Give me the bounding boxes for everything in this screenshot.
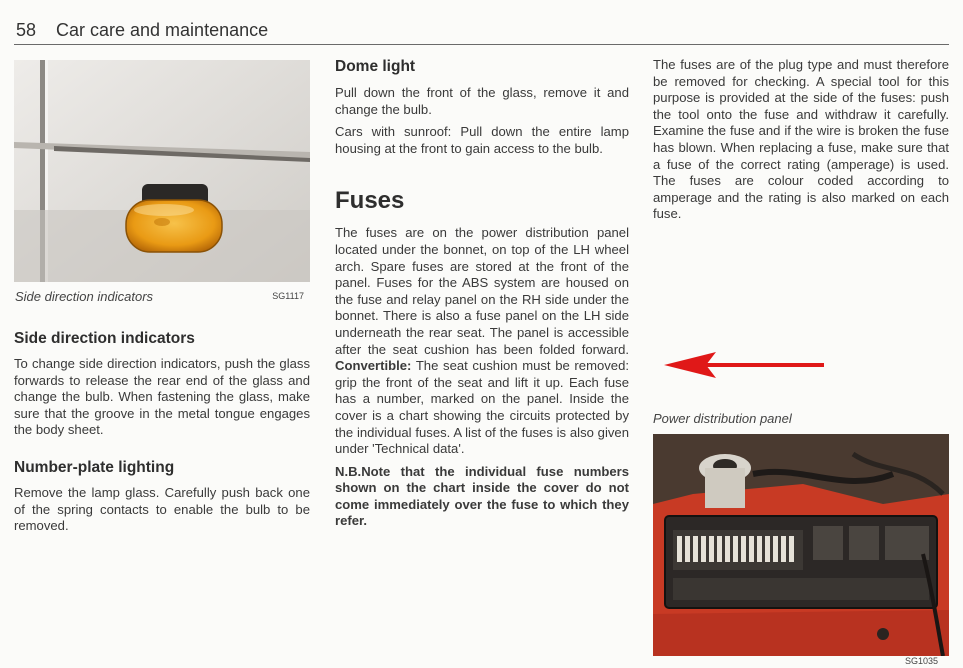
side-indicator-photo — [14, 60, 310, 282]
side-indicator-illustration — [14, 60, 310, 282]
number-plate-heading: Number-plate lighting — [14, 458, 175, 476]
fuses-heading: Fuses — [335, 187, 405, 215]
convertible-label: Convertible: — [335, 358, 412, 374]
side-indicators-heading: Side direction indicators — [14, 330, 195, 347]
page-header — [14, 18, 949, 45]
section-title: Car care and maintenance — [56, 20, 269, 40]
dome-light-heading: Dome light — [335, 58, 416, 75]
page-number: 58 — [16, 20, 37, 40]
power-panel-figure — [653, 411, 949, 656]
side-indicators-text: To change side direction indicators, push the glass forwards to release the rear end of the glass and change the bulb. When fastening the glass, make sure that the groove in the metal tongue engages the body sheet. — [14, 356, 310, 438]
power-panel-code: SG1035 — [905, 656, 939, 666]
fuses-text-b: The seat cushion must be removed: grip the front of the seat and lift it up. Each fuse has a number, marked on the panel. Inside the cover is a chart showing the circuits protected by the individual fuses. A list of the fuses is also given under 'Technical data'. — [335, 358, 630, 457]
middle-column — [335, 58, 629, 530]
fuse-removal-text: The fuses are of the plug type and must therefore be removed for checking. A special tool for this purpose is provided at the side of the fuses: push the tool onto the fuse and withdraw it carefully. Examine the fuse and if the wire is broken the fuse has blown. When replacing a fuse, make sure that a fuse of the correct rating (amperage) is used. The fuses are colour coded according to amperage and the rating is also marked on each fuse. — [653, 57, 949, 222]
figure-caption: Side direction indicators — [15, 289, 154, 304]
dome-light-text-1: Pull down the front of the glass, remove it and change the bulb. — [335, 85, 629, 117]
figure-caption-row — [14, 288, 310, 308]
arrow-left-icon — [664, 352, 826, 378]
number-plate-text: Remove the lamp glass. Carefully push back one of the spring contacts to enable the bulb to be removed. — [14, 484, 310, 534]
nb-note: N.B.Note that the individual fuse numbers shown on the chart inside the cover do not come immediately over the fuse to which they refer. — [335, 463, 629, 529]
fuses-text — [335, 225, 629, 457]
left-column — [14, 60, 310, 535]
power-panel-photo — [653, 434, 949, 656]
dome-light-text-2: Cars with sunroof: Pull down the entire lamp housing at the front to gain access to the bulb. — [335, 124, 629, 156]
fuses-text-a: The fuses are on the power distribution panel located under the bonnet, on top of the LH wheel arch. Spare fuses are stored at the front of the panel. Fuses for the ABS system are housed on the fuse and relay panel on the RH side under the bonnet. There is also a fuse panel on the LH side underneath the rear seat. The panel is accessible after the seat cushion has been folded forward. — [335, 225, 629, 357]
power-panel-illustration — [653, 434, 949, 656]
right-column — [653, 57, 949, 223]
figure-code: SG1117 — [272, 291, 304, 301]
power-panel-caption: Power distribution panel — [653, 411, 792, 426]
